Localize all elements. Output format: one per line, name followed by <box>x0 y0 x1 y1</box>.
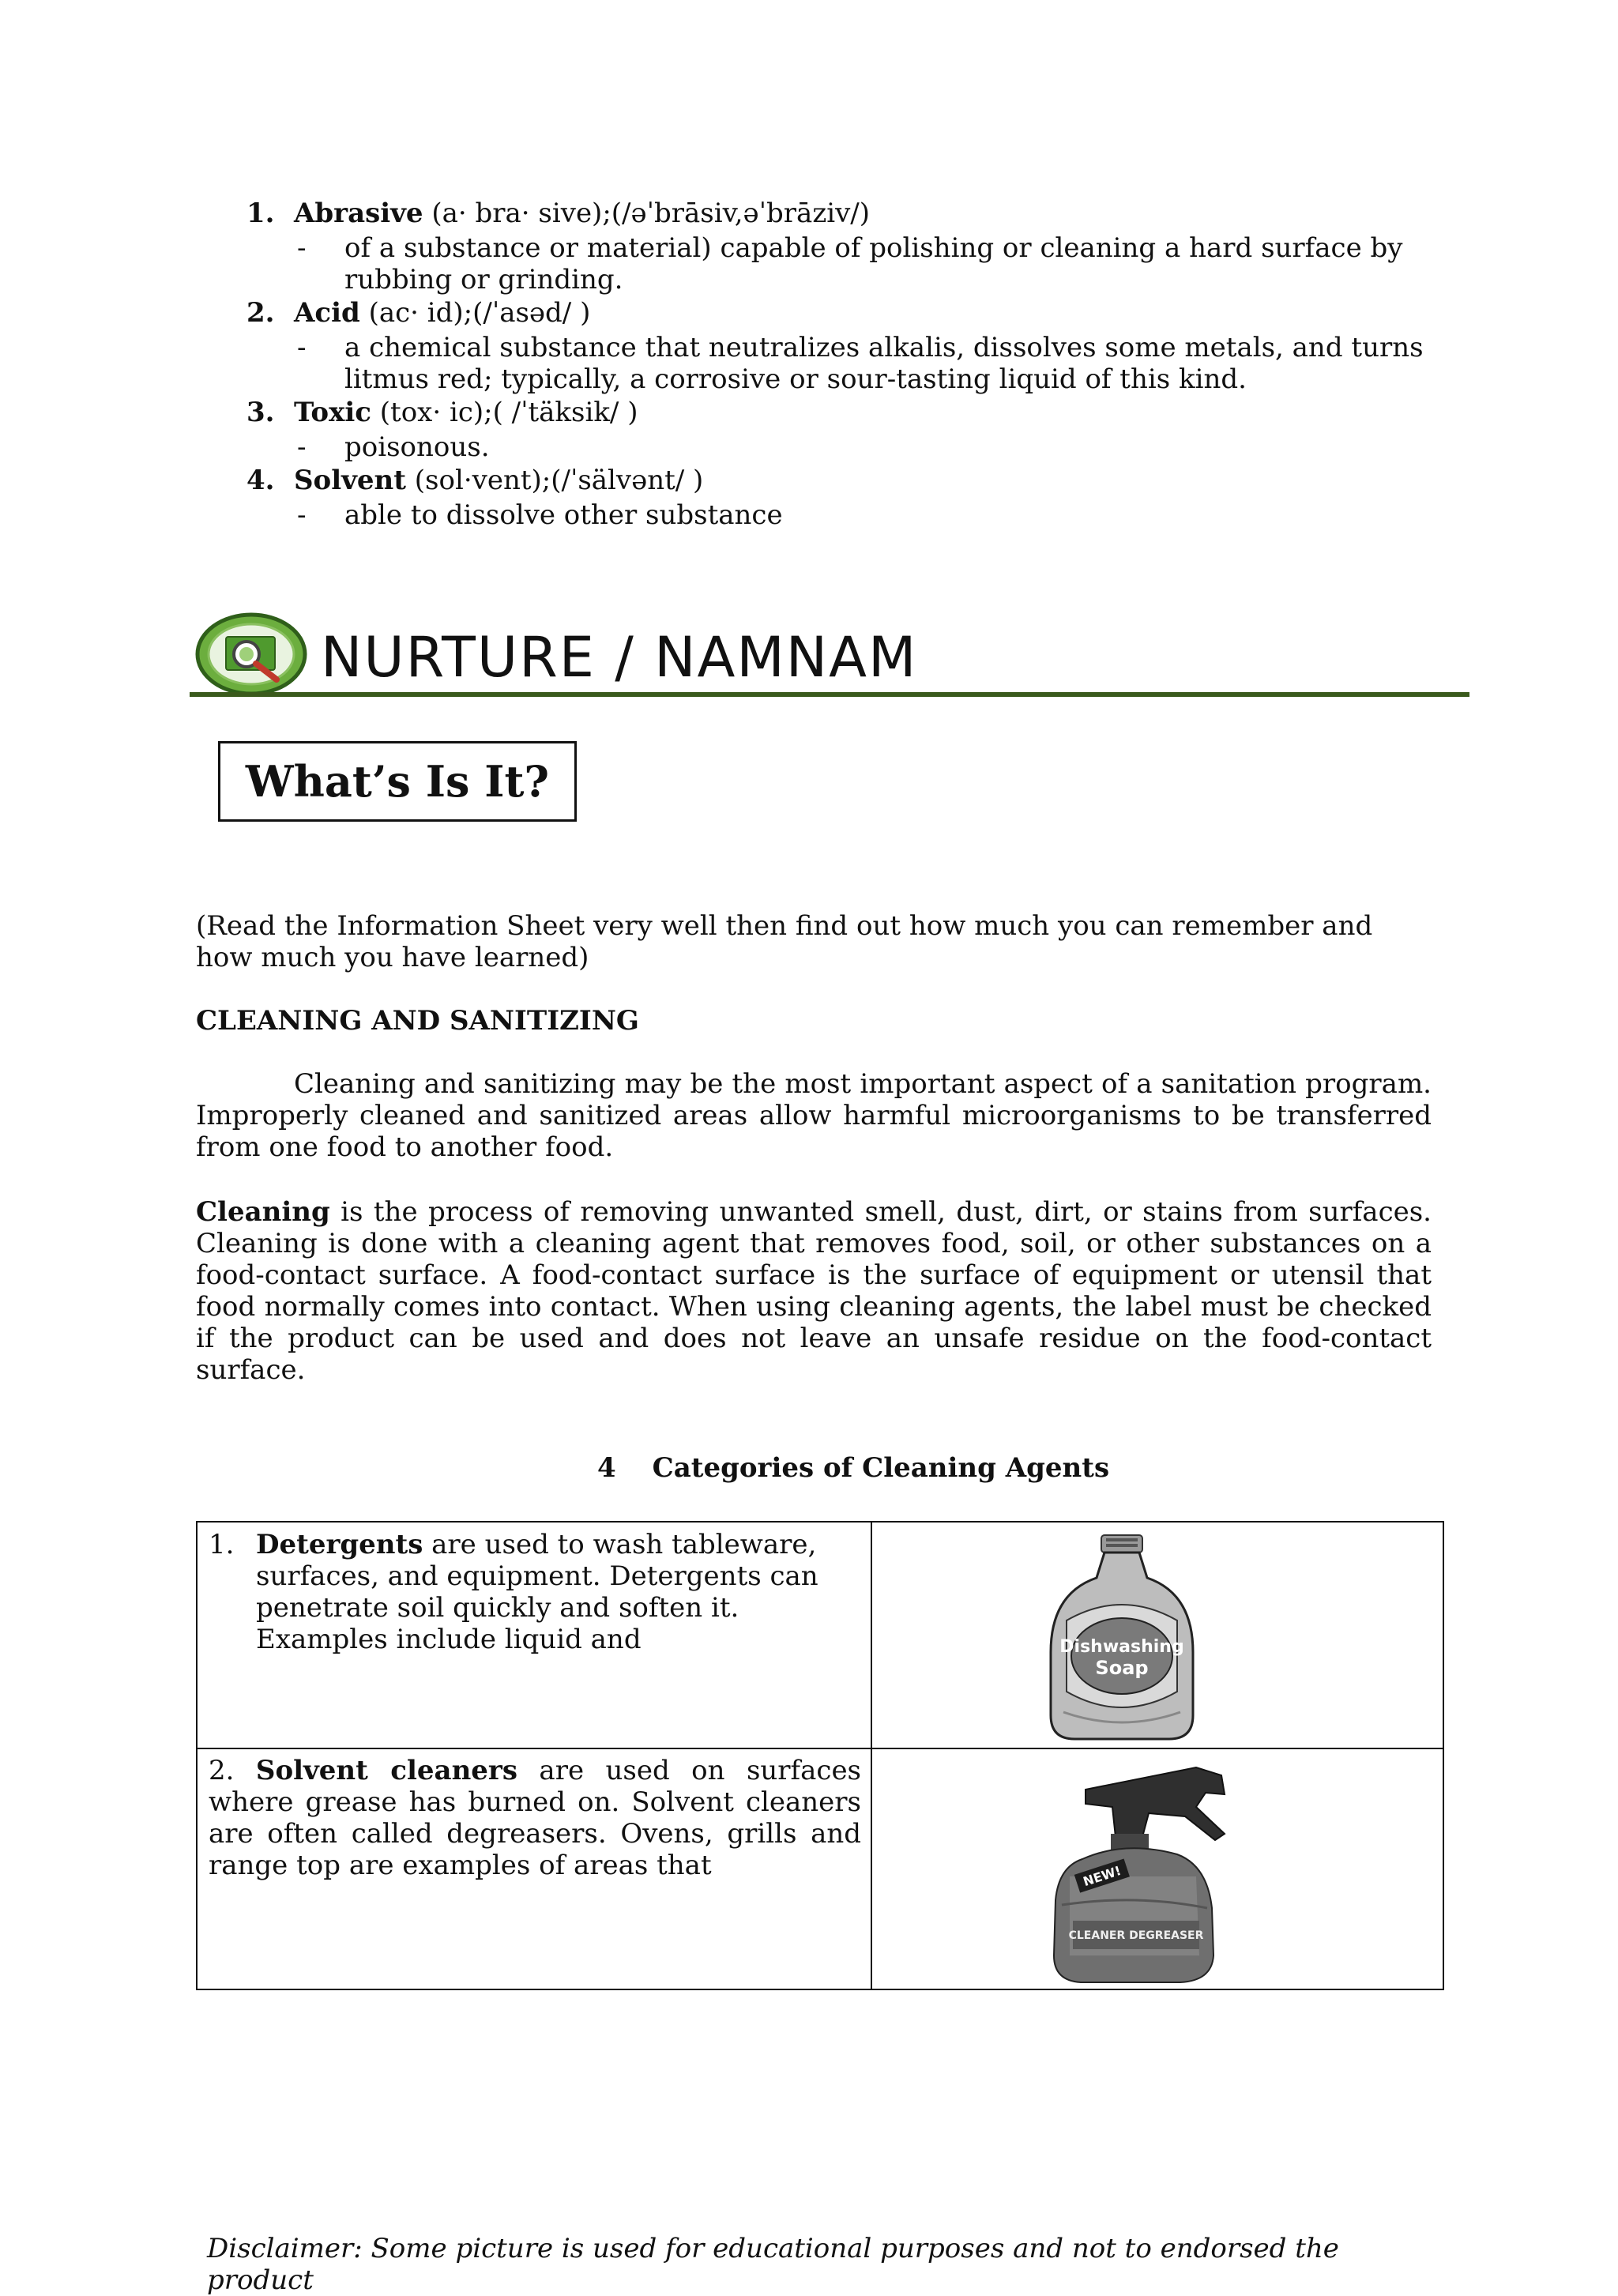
definition-line: poisonous. <box>344 431 490 463</box>
definition-line: litmus red; typically, a corrosive or sour-tasting liquid of this kind. <box>344 363 1247 395</box>
vocab-term <box>294 397 638 428</box>
bottle-label-line2: Soap <box>1095 1657 1149 1679</box>
agent-number: 1. <box>209 1529 235 1560</box>
table-caption <box>597 1452 1109 1484</box>
vocab-term-word: Acid <box>294 297 360 329</box>
table-caption-number: 4 <box>597 1452 616 1484</box>
definition-line: rubbing or grinding. <box>344 264 623 295</box>
vocab-dash: - <box>297 499 307 531</box>
vocab-term <box>294 465 703 496</box>
definition-line: a chemical substance that neutralizes alkalis, dissolves some metals, and turns <box>344 332 1424 363</box>
intro-instruction: (Read the Information Sheet very well then find out how much you can remember and how much you have learned) <box>196 910 1373 973</box>
degreaser-spray-image <box>1038 1758 1251 1985</box>
vocab-dash: - <box>297 431 307 463</box>
vocab-dash: - <box>297 232 307 264</box>
vocab-term-word: Solvent <box>294 465 406 496</box>
vocab-number: 2. <box>246 297 275 329</box>
footer-disclaimer: Disclaimer: Some picture is used for educational purposes and not to endorsed the product <box>207 2233 1339 2296</box>
agent-text: are used on surfaces where grease has burned on. Solvent cleaners are often called degreasers. Ovens, grills and range top are examples of areas that <box>209 1755 862 1881</box>
spray-product-label: CLEANER DEGREASER <box>1068 1929 1204 1942</box>
section-title: NURTURE / NAMNAM <box>321 625 918 690</box>
vocab-pronunciation: (tox· ic);( /ˈtäksik/ ) <box>371 397 638 428</box>
vocab-term <box>294 198 870 229</box>
definition-line: able to dissolve other substance <box>344 499 783 531</box>
vocab-number: 3. <box>246 397 275 428</box>
table-column-divider <box>871 1523 872 1989</box>
vocab-definition <box>344 499 1435 531</box>
cleaning-heading: CLEANING AND SANITIZING <box>196 1005 639 1037</box>
agent-description <box>209 1755 861 1881</box>
vocab-term <box>294 297 590 329</box>
agent-description <box>256 1529 841 1655</box>
table-row-divider <box>198 1748 1443 1749</box>
spray-new-label: NEW! <box>1081 1862 1123 1890</box>
sanitizing-paragraph: Cleaning and sanitizing may be the most important aspect of a sanitation program. Improperly cleaned and sanitized areas allow harmful microorganisms to be transferred from one food to another food. <box>196 1068 1432 1163</box>
dishwashing-soap-image <box>1043 1534 1201 1742</box>
vocab-dash: - <box>297 332 307 363</box>
vocab-definition <box>344 332 1435 395</box>
vocab-pronunciation: (ac· id);(/ˈasəd/ ) <box>359 297 591 329</box>
bottle-label-line1: Dishwashing <box>1059 1637 1184 1657</box>
vocab-term-word: Abrasive <box>294 198 423 229</box>
cleaning-agents-table <box>196 1521 1444 1990</box>
cleaning-term: Cleaning <box>196 1196 330 1228</box>
cleaning-paragraph <box>196 1196 1432 1386</box>
agent-term: Detergents <box>256 1529 423 1560</box>
vocab-pronunciation: (sol·vent);(/ˈsälvənt/ ) <box>405 465 704 496</box>
vocab-definition <box>344 431 1435 463</box>
vocab-definition <box>344 232 1435 295</box>
agent-text: are used to wash tableware, surfaces, and equipment. Detergents can penetrate soil quickly and soften it. Examples include liquid and <box>256 1529 818 1655</box>
vocab-term-word: Toxic <box>294 397 371 428</box>
agent-number: 2. <box>209 1755 235 1786</box>
whats-is-it-heading: What’s Is It? <box>218 741 577 822</box>
vocab-pronunciation: (a· bra· sive);(/əˈbrāsiv,əˈbrāziv/) <box>423 198 871 229</box>
vocab-number: 4. <box>246 465 275 496</box>
definition-line: of a substance or material) capable of polishing or cleaning a hard surface by <box>344 232 1403 264</box>
agent-term: Solvent cleaners <box>255 1755 517 1786</box>
vocab-number: 1. <box>246 198 275 229</box>
table-caption-text: Categories of Cleaning Agents <box>652 1452 1110 1484</box>
nurture-logo-icon <box>194 610 308 698</box>
section-divider <box>190 692 1469 697</box>
cleaning-definition: is the process of removing unwanted smell, dust, dirt, or stains from surfaces. Cleaning is done with a cleaning agent that removes food, soil, or other substances on a food-contact surface. A food-contact surface is the surface of equipment or utensil that food normally comes into contact. When using cleaning agents, the label must be checked if the product can be used and does not leave an unsafe residue on the food-contact surface. <box>196 1196 1432 1386</box>
